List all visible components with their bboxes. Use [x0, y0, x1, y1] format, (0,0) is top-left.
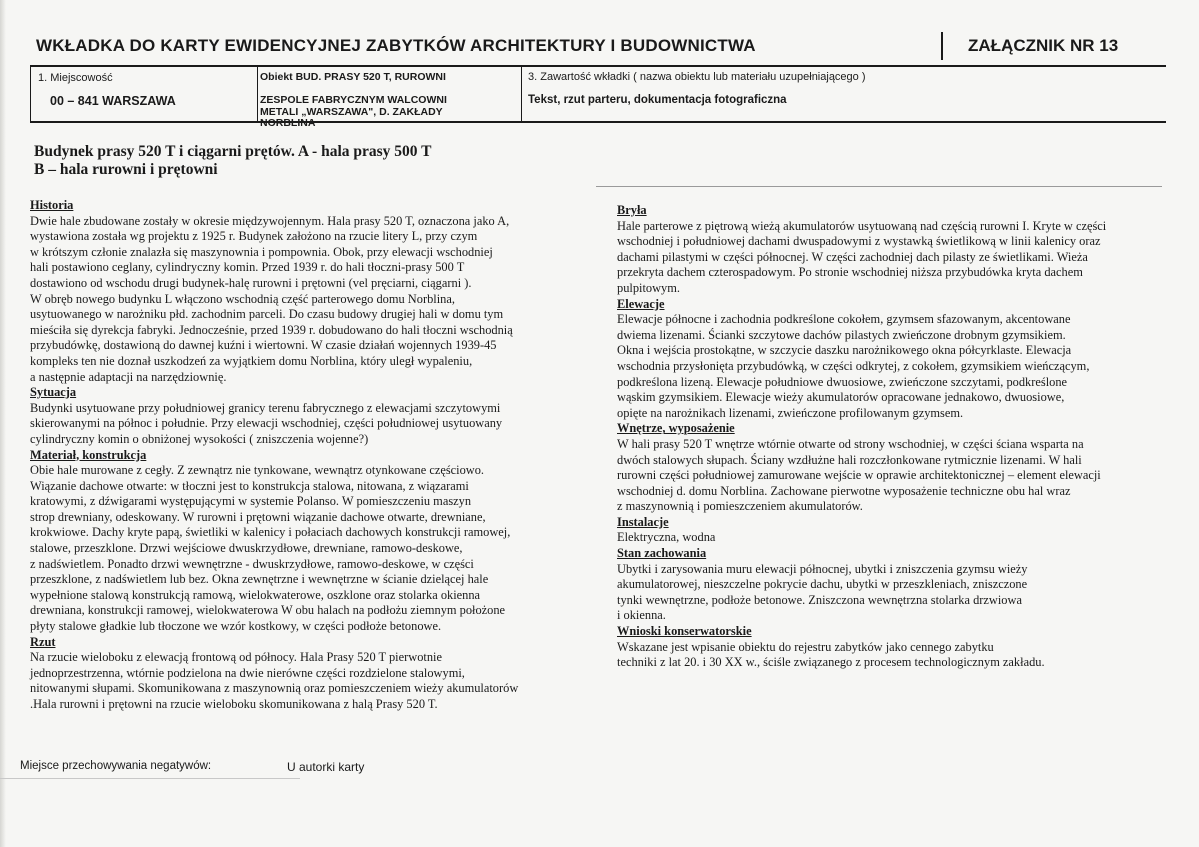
text-line: stalowe, przeszklone. Drzwi wejściowe dwuskrzydłowe, drewniane, ramowo-deskowe,	[30, 541, 463, 556]
left-column	[30, 198, 596, 713]
section-stan-heading: Stan zachowania	[617, 546, 707, 561]
document-title: WKŁADKA DO KARTY EWIDENCYJNEJ ZABYTKÓW ARCHITEKTURY I BUDOWNICTWA	[36, 36, 756, 55]
text-line: wschodniej d. domu Norblina. Zachowane pierwotne wyposażenie techniczne obu hal wraz	[617, 483, 1071, 498]
right-column	[617, 203, 1177, 671]
text-line: techniki z lat 20. i 30 XX w., ściśle związanego z procesem technologicznym zakładu.	[617, 655, 1045, 670]
text-line: Okna i wejścia prostokątne, w szczycie daszku narożnikowego okna półcyrklaste. Elewacja	[617, 343, 1072, 358]
text-line: przekryta dachem czterospadowym. Po stronie wschodniej niższa przybudówka kryta dachem	[617, 265, 1083, 280]
section-instalacje	[617, 530, 1177, 546]
header-divider	[941, 32, 943, 60]
section-historia-heading: Historia	[30, 198, 74, 212]
text-line: tynki wewnętrzne, podłoże betonowe. Zniszczona wewnętrzna stolarka drzwiowa	[617, 592, 1022, 607]
text-line: dostawiono od wschodu drugi budynek-halę rurowni i prętowni (vel pręciarni, ciągarni ).	[30, 275, 472, 290]
text-line: Obie hale murowane z cegły. Z zewnątrz nie tynkowane, wewnątrz otynkowane częściowo.	[30, 463, 485, 478]
text-line: w krótszym członie znalazła się maszynownia i pompownia. Obok, przy elewacji wschodniej	[30, 244, 493, 259]
text-line: Wskazane jest wpisanie obiektu do rejestru zabytków jako cennego zabytku	[617, 639, 994, 654]
content-label: 3. Zawartość wkładki ( nazwa obiektu lub materiału uzupełniającego )	[528, 71, 866, 83]
text-line: kompleks ten nie doznał uszkodzeń za wyjątkiem domu Norblina, który uległ wypaleniu,	[30, 353, 473, 368]
text-line: Dwie hale zbudowane zostały w okresie międzywojennym. Hala prasy 520 T, oznaczona jako A,	[30, 213, 510, 228]
section-elewacje-heading: Elewacje	[617, 296, 665, 311]
scan-shadow	[0, 0, 6, 847]
section-bryla	[617, 219, 1177, 297]
section-instalacje-heading: Instalacje	[617, 514, 669, 529]
object-name-line-3: METALI „WARSZAWA", D. ZAKŁADY	[260, 106, 443, 118]
text-line: Hale parterowe z piętrową wieżą akumulatorów usytuowaną nad częścią rurowni I. Kryte w części	[617, 218, 1107, 233]
footer-rule	[0, 778, 300, 779]
table-divider-1	[257, 65, 258, 123]
text-line: kratowymi, z dźwigarami występującymi w systemie Polanso. W pomieszczeniu maszyn	[30, 494, 472, 509]
right-column-rule	[596, 186, 1162, 187]
text-line: wschodniej i południowej dachami dwuspadowymi z wystawką świetlikową w linii kalenicy oraz	[617, 234, 1101, 249]
building-heading-line-2: B – hala rurowni i prętowni	[34, 161, 218, 178]
table-top-border	[30, 65, 1166, 67]
text-line: Elewacje północne i zachodnia podkreślone cokołem, gzymsem sfazowanym, akcentowane	[617, 312, 1071, 327]
text-line: z maszynownią i pomieszczeniem akumulatorów.	[617, 499, 863, 514]
object-name-line-2: ZESPOLE FABRYCZNYM WALCOWNI	[260, 94, 447, 106]
negatives-location-label: Miejsce przechowywania negatywów:	[20, 760, 212, 772]
text-line: dwiema lizenami. Ścianki szczytowe dachów pilastych zwieńczone drobnym gzymsikiem.	[617, 327, 1066, 342]
text-line: akumulatorowej, nieszczelne pokrycie dachu, ubytki w przeszkleniach, zniszczone	[617, 577, 1028, 592]
table-divider-2	[521, 65, 522, 123]
text-line: wystawiona została wg projektu z 1925 r. Budynek założono na rzucie litery L, przy czym	[30, 229, 478, 244]
section-material	[30, 463, 596, 635]
text-line: a następnie adaptacji na narzędziownię.	[30, 369, 227, 384]
object-name-line-1: Obiekt BUD. PRASY 520 T, RUROWNI	[260, 71, 446, 83]
section-wnioski-heading: Wnioski konserwatorskie	[617, 624, 752, 639]
annex-number: ZAŁĄCZNIK NR 13	[968, 36, 1119, 55]
text-line: nitowanymi słupami. Skomunikowana z maszynownią oraz pomieszczeniem wieży akumulatorów	[30, 681, 519, 696]
place-value: 00 – 841 WARSZAWA	[50, 94, 176, 108]
text-line: cylindryczny komin o obniżonej wysokości ( zniszczenia wojenne?)	[30, 431, 369, 446]
text-line: rurowni części południowej zamurowane wejście w oprawie architektonicznej – element elewacji	[617, 468, 1101, 483]
text-line: opięte na narożnikach lizenami, zwieńczone profilowanym gzymsem.	[617, 405, 964, 420]
section-rzut	[30, 650, 596, 712]
text-line: przeszklone, z nadświetlem lub bez. Okna zewnętrzne i wewnętrzne w ścianie dzielącej hale	[30, 572, 489, 587]
text-line: i okienna.	[617, 608, 666, 623]
text-line: z nadświetlem. Ponadto drzwi wewnętrzne - dwuskrzydłowe, ramowo-deskowe, w części	[30, 556, 474, 571]
text-line: podkreślona lizeną. Elewacje południowe dwuosiowe, zwieńczone szczytami, podkreślone	[617, 374, 1068, 389]
text-line: płyty stalowe gładkie lub tłoczone we wzór kostkowy, w części podłoże betonowe.	[30, 619, 442, 634]
object-name-clip	[258, 117, 520, 129]
section-sytuacja-heading: Sytuacja	[30, 385, 77, 400]
section-wnioski	[617, 640, 1177, 671]
text-line: wschodnia przysłonięta przybudówką, w części odkrytej, z cokołem, gzymsikiem wieńczącym,	[617, 358, 1090, 373]
text-line: W hali prasy 520 T wnętrze wtórnie otwarte od strony wschodniej, w części ściana wsparta na	[617, 436, 1084, 451]
text-line: usytuowanego w narożniku płd. zachodnim parceli. Do czasu budowy drugiej hali w domu tym	[30, 307, 504, 322]
text-line: pulpitowym.	[617, 280, 680, 295]
section-wnetrze	[617, 437, 1177, 515]
place-label: 1. Miejscowość	[38, 72, 113, 84]
section-wnetrze-heading: Wnętrze, wyposażenie	[617, 421, 735, 436]
text-line: Budynki usytuowane przy południowej granicy terenu fabrycznego z elewacjami szczytowymi	[30, 400, 501, 415]
section-sytuacja	[30, 401, 596, 448]
table-left-border	[30, 65, 31, 123]
text-line: skierowanymi na północ i południe. Przy elewacji wschodniej, części południowej usytuowany	[30, 416, 503, 431]
text-line: jednoprzestrzenna, wtórnie podzielona na dwie nierówne części rozdzielone stalowymi,	[30, 665, 465, 680]
building-heading	[34, 143, 431, 179]
text-line: przybudówkę, dostawioną do dawnej kuźni i wiertowni. W czasie działań wojennych 1939-45	[30, 338, 497, 353]
negatives-location-value: U autorki karty	[287, 760, 365, 774]
table-bottom-border	[30, 121, 1166, 123]
text-line: Elektryczna, wodna	[617, 530, 716, 545]
text-line: W obręb nowego budynku L włączono wschodnią część parterowego domu Norblina,	[30, 291, 455, 306]
text-line: Ubytki i zarysowania muru elewacji północnej, ubytki i zniszczenia gzymsu wieży	[617, 561, 1028, 576]
text-line: drewniana, konstrukcji ramowej, wielokwaterowa W obu halach na podłożu ziemnym położone	[30, 603, 506, 618]
text-line: Wiązanie dachowe otwarte: w tłoczni jest to konstrukcja stalowa, nitowana, z wiązarami	[30, 478, 469, 493]
text-line: Na rzucie wieloboku z elewacją frontową od północy. Hala Prasy 520 T pierwotnie	[30, 650, 442, 665]
building-heading-line-1: Budynek prasy 520 T i ciągarni prętów. A - hala prasy 500 T	[34, 143, 432, 160]
text-line: wąskim gzymsikiem. Elewacje wieży akumulatorów opracowane jednakowo, dwuosiowe,	[617, 390, 1065, 405]
text-line: .Hala rurowni i prętowni na rzucie wieloboku skomunikowana z halą Prasy 520 T.	[30, 697, 438, 711]
section-stan	[617, 562, 1177, 624]
text-line: strop drewniany, odeskowany. W rurowni i prętowni wiązanie dachowe otwarte, drewniane,	[30, 509, 486, 524]
object-name-line-4: NORBLINA	[260, 117, 316, 129]
text-line: hali postawiono ceglany, cylindryczny komin. Przed 1939 r. do hali tłoczni-prasy 500 T	[30, 260, 465, 275]
content-value: Tekst, rzut parteru, dokumentacja fotograficzna	[528, 94, 787, 106]
section-historia	[30, 214, 596, 386]
text-line: mieściła się dyrekcja fabryki. Jednocześnie, przed 1939 r. dobudowano do hali tłoczni wschodnią	[30, 322, 513, 337]
text-line: dwóch stalowych słupach. Ściany wzdłużne hali rozczłonkowane rytmicznie lizenami. W hali	[617, 452, 1082, 467]
section-bryla-heading: Bryła	[617, 203, 647, 217]
text-line: wypełnione stalową konstrukcją ramową, wielokwaterowe, oszklone oraz stolarka okienna	[30, 587, 481, 602]
section-rzut-heading: Rzut	[30, 634, 56, 649]
section-elewacje	[617, 312, 1177, 421]
section-material-heading: Materiał, konstrukcja	[30, 447, 147, 462]
text-line: dachami pilastymi w części północnej. W części zachodniej dach pilasty ze świetlikami. Wieża	[617, 249, 1088, 264]
text-line: krokwiowe. Dachy kryte papą, świetliki w kalenicy i połaciach dachowych konstrukcji ramowej,	[30, 525, 511, 540]
